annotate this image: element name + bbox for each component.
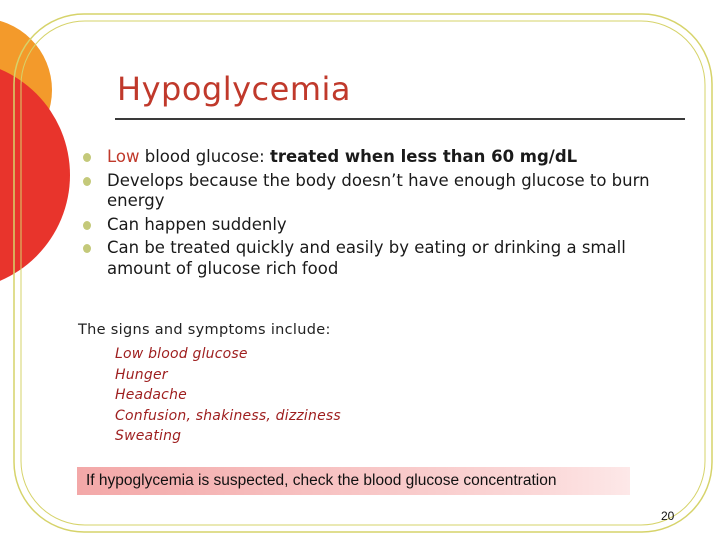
sign-item: Sweating	[115, 428, 182, 444]
sign-item: Low blood glucose	[115, 346, 248, 362]
page-number: 20	[661, 509, 675, 523]
sign-item: Headache	[115, 387, 187, 403]
bullet-dot-icon	[83, 153, 91, 162]
bullet-list	[83, 147, 693, 282]
signs-intro: The signs and symptoms include:	[78, 322, 331, 338]
bullet-item	[83, 215, 693, 236]
bullet-text: Can be treated quickly and easily by eating or drinking a small amount of glucose rich food	[107, 238, 626, 278]
slide-title: Hypoglycemia	[117, 70, 351, 108]
bullet-item	[83, 171, 693, 212]
callout-box	[77, 467, 630, 495]
bullet-dot-icon	[83, 221, 91, 230]
bullet-highlight: Low	[107, 147, 140, 166]
red-circle-decoration	[0, 60, 70, 290]
bullet-item	[83, 238, 693, 279]
bullet-text: Can happen suddenly	[107, 214, 287, 234]
bullet-emphasis: treated when less than 60 mg/dL	[269, 147, 578, 166]
title-underline	[115, 118, 685, 120]
bullet-item	[83, 147, 693, 168]
signs-list	[115, 344, 341, 447]
bullet-dot-icon	[83, 177, 91, 186]
callout-text: If hypoglycemia is suspected, check the blood glucose concentration	[86, 472, 557, 489]
sign-item: Confusion, shakiness, dizziness	[115, 407, 341, 424]
sign-item: Hunger	[115, 366, 168, 383]
bullet-text: Develops because the body doesn’t have enough glucose to burn energy	[107, 170, 650, 210]
bullet-dot-icon	[83, 244, 91, 253]
bullet-text: blood glucose:	[139, 147, 270, 166]
